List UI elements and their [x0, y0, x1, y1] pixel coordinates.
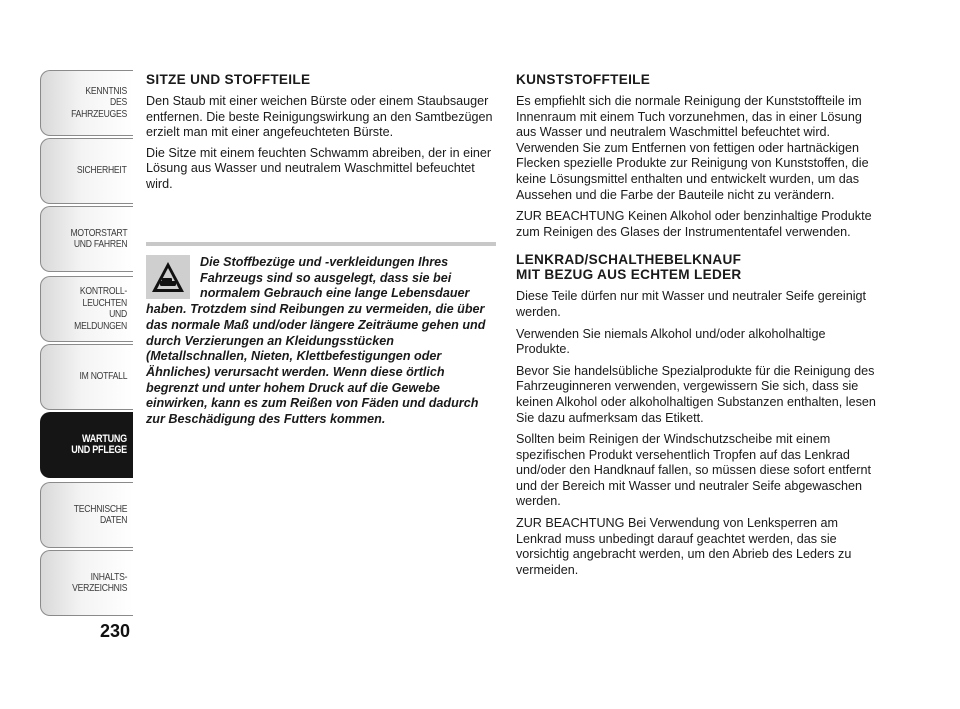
tab-label: INHALTS- VERZEICHNIS — [71, 570, 127, 594]
tab-label: KONTROLL- LEUCHTEN UND MELDUNGEN — [74, 285, 127, 332]
warning-box — [146, 255, 496, 428]
page-number: 230 — [100, 621, 131, 641]
tab-label: KENNTNIS DES FAHRZEUGES — [71, 84, 127, 120]
tab-label: SICHERHEIT — [77, 164, 127, 177]
car-seat-warning-icon — [146, 255, 190, 299]
tab-im-notfall[interactable] — [40, 344, 133, 410]
paragraph: Die Sitze mit einem feuchten Schwamm abreiben, der in einer Lösung aus Wasser und neutralem Waschmittel befeuchtet wird. — [146, 145, 492, 191]
tab-label: MOTORSTART UND FAHREN — [70, 226, 127, 250]
tab-technische-daten[interactable] — [40, 482, 133, 548]
warning-text: Die Stoffbezüge und -verkleidungen Ihres Fahrzeugs sind so ausgelegt, dass sie bei normalem Gebrauch eine lange Lebensdauer haben. Trotzdem sind Reibungen zu vermeiden, die über das normale Maß und/oder längere Zeiträume gehen und durch Verzierungen an Kleidungsstücken (Metallschnallen, Nieten, Klettbefestigungen oder Ähnliches) verursacht werden. Wenn diese örtlich begrenzt und unter hohem Druck auf die Gewebe einwirken, kann es zum Reißen von Fäden und dadurch zur Beschädigung des Futters kommen. — [146, 255, 486, 427]
heading-line: LENKRAD/SCHALTHEBELKNAUF — [516, 252, 742, 268]
paragraph: Sollten beim Reinigen der Windschutzscheibe mit einem spezifischen Produkt versehentlich Tropfen auf das Lenkrad und/oder den Handknauf fallen, so müssen diese sofort entfernt und der Bereich mit Wasser und neutraler Seife abgewaschen werden. — [516, 432, 871, 509]
tab-label: WARTUNG UND PFLEGE — [71, 432, 127, 456]
section-heading-kunststoff: KUNSTSTOFFTEILE — [516, 72, 651, 87]
paragraph: ZUR BEACHTUNG Bei Verwendung von Lenksperren am Lenkrad muss unbedingt darauf geachtet werden, das sie vorsichtig angebracht werden, um den Abrieb des Leders zu vermeiden. — [516, 516, 852, 577]
tab-motorstart[interactable] — [40, 206, 133, 272]
paragraph: Bevor Sie handelsübliche Spezialprodukte für die Reinigung des Fahrzeuginneren verwenden, vergewissern Sie sich, dass sie keinen Alkohol oder alkoholhaltigen Substanzen enthalten, lesen Sie dazu aufmerksam das Etikett. — [516, 363, 876, 425]
tab-wartung-active[interactable] — [40, 412, 133, 478]
tab-label: TECHNISCHE DATEN — [73, 502, 127, 526]
paragraph: Diese Teile dürfen nur mit Wasser und neutraler Seife gereinigt werden. — [516, 289, 867, 319]
tab-kontrollleuchten[interactable] — [40, 276, 133, 342]
section-heading-sitze: SITZE UND STOFFTEILE — [146, 72, 311, 87]
paragraph: Es empfiehlt sich die normale Reinigung der Kunststoffteile im Innenraum mit einem Tuch vorzunehmen, das in einer Lösung aus Wasser und neutralem Waschmittel befeuchtet wird. Verwenden Sie zum Entfernen von fettigen oder hartnäckigen Flecken spezielle Produkte zur Reinigung von Kunststoffen, die keine Lösungsmittel enthalten und entwickelt wurden, um das Aussehen und die Farbe der Bauteile nicht zu verändern. — [516, 94, 869, 202]
section-heading-lenkrad — [516, 252, 876, 282]
tab-inhaltsverzeichnis[interactable] — [40, 550, 133, 616]
left-column — [146, 72, 496, 198]
warning-divider — [146, 242, 496, 246]
right-column — [516, 72, 876, 584]
tab-kenntnis[interactable] — [40, 70, 133, 136]
tab-sicherheit[interactable] — [40, 138, 133, 204]
heading-line: MIT BEZUG AUS ECHTEM LEDER — [516, 267, 742, 283]
tab-label: IM NOTFALL — [79, 370, 127, 383]
paragraph: Verwenden Sie niemals Alkohol und/oder alkoholhaltige Produkte. — [516, 326, 826, 357]
paragraph: Den Staub mit einer weichen Bürste oder einem Staubsauger entfernen. Die beste Reinigungswirkung an den Samtbezügen erzielt man mit einer angefeuchteten Bürste. — [146, 94, 493, 140]
paragraph: ZUR BEACHTUNG Keinen Alkohol oder benzinhaltige Produkte zum Reinigen des Glases der Instrumententafel verwenden. — [516, 209, 872, 239]
